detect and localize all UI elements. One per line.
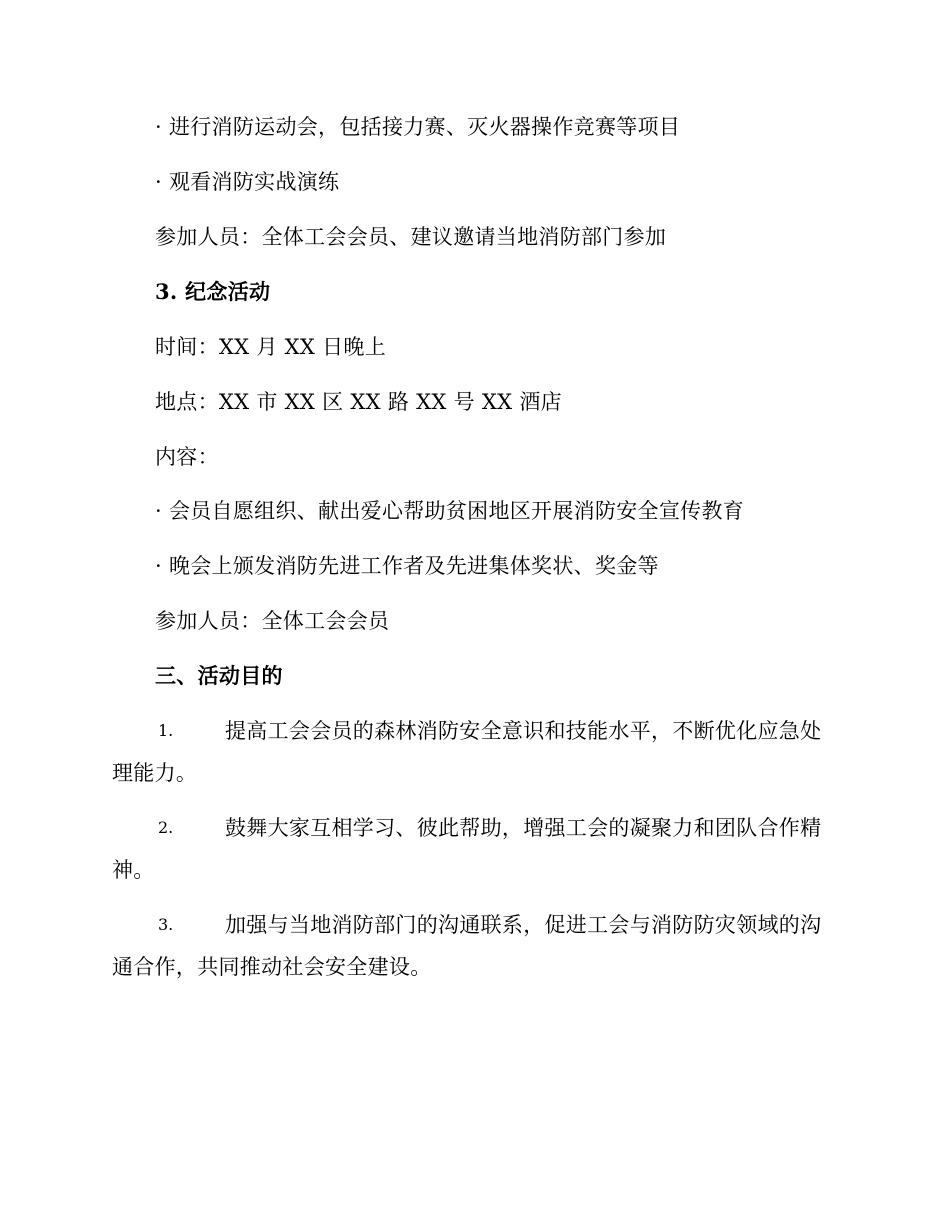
content-label: 内容： <box>155 445 219 469</box>
participants-line: 参加人员：全体工会会员 <box>155 609 390 633</box>
list-item-text: 加强与当地消防部门的沟通联系，促进工会与消防防灾领域的沟 <box>225 913 822 937</box>
time-line: 时间：XX 月 XX 日晚上 <box>155 335 387 359</box>
list-number: 2. <box>158 818 174 837</box>
list-item-text: 提高工会会员的森林消防安全意识和技能水平，不断优化应急处 <box>225 719 822 743</box>
place-line: 地点：XX 市 XX 区 XX 路 XX 号 XX 酒店 <box>155 390 562 414</box>
list-item-text-cont: 通合作，共同推动社会安全建设。 <box>112 955 432 979</box>
bullet-sports-meet: · 进行消防运动会，包括接力赛、灭火器操作竞赛等项目 <box>155 115 681 139</box>
list-number: 3. <box>158 915 174 934</box>
list-number: 1. <box>158 721 174 740</box>
item3-heading: 3. 纪念活动 <box>155 279 271 304</box>
section-heading: 三、活动目的 <box>155 663 283 688</box>
list-item-text-cont: 神。 <box>112 858 155 882</box>
list-item-text-cont: 理能力。 <box>112 761 198 785</box>
bullet-watch-drill: · 观看消防实战演练 <box>155 170 340 194</box>
participants-line: 参加人员：全体工会会员、建议邀请当地消防部门参加 <box>155 225 667 249</box>
list-item-text: 鼓舞大家互相学习、彼此帮助，增强工会的凝聚力和团队合作精 <box>225 816 822 840</box>
bullet-volunteer: · 会员自愿组织、献出爱心帮助贫困地区开展消防安全宣传教育 <box>155 499 745 523</box>
bullet-awards: · 晚会上颁发消防先进工作者及先进集体奖状、奖金等 <box>155 554 659 578</box>
